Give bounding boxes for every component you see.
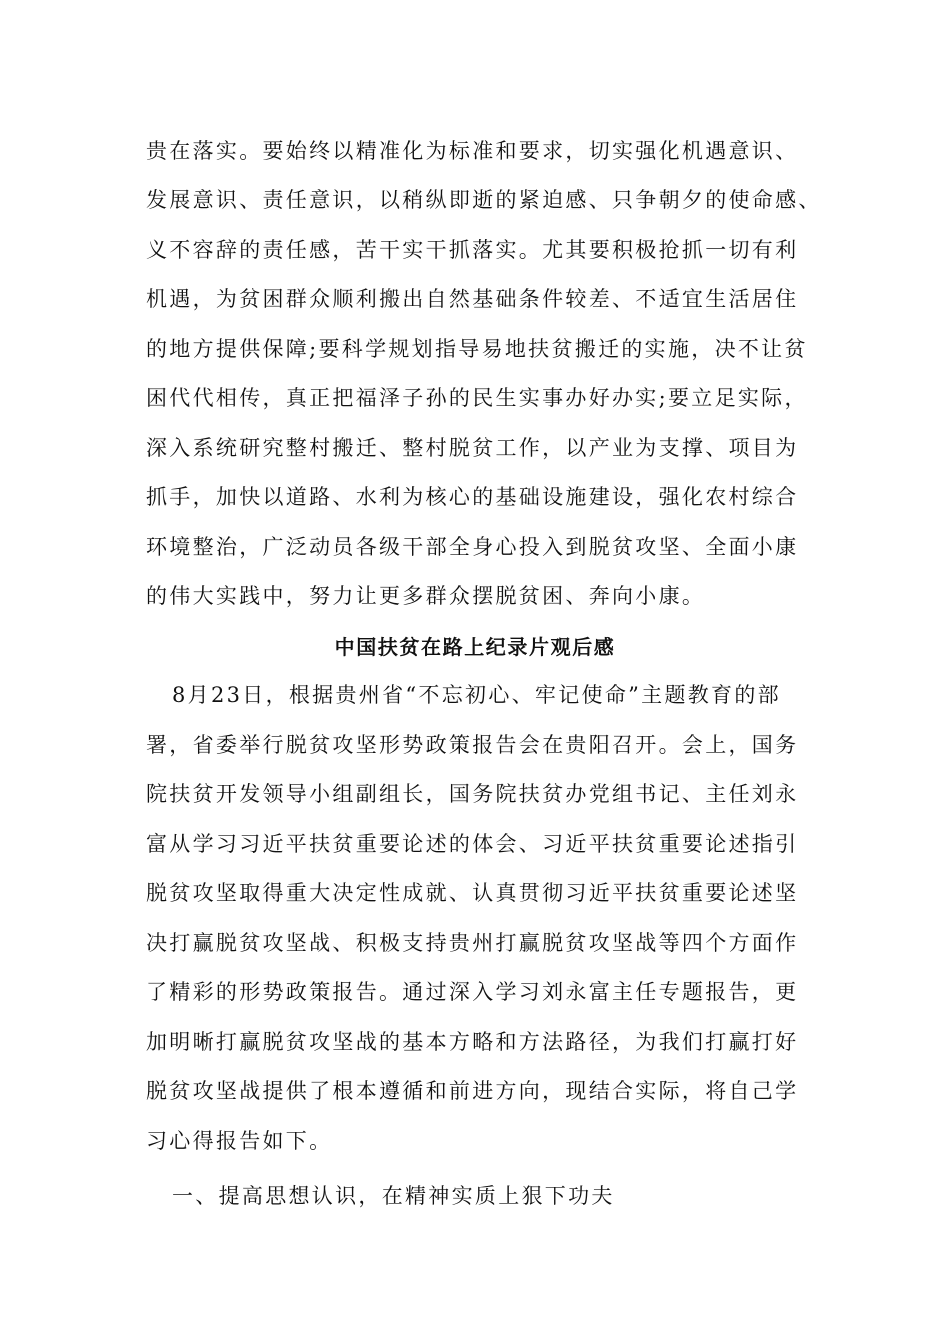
intro-line: 的伟大实践中，努力让更多群众摆脱贫困、奔向小康。: [146, 584, 706, 608]
intro-line: 的地方提供保障;要科学规划指导易地扶贫搬迁的实施，决不让贫: [146, 337, 808, 361]
intro-line: 抓手，加快以道路、水利为核心的基础设施建设，强化农村综合: [146, 485, 799, 509]
body-line: 院扶贫开发领导小组副组长，国务院扶贫办党组书记、主任刘永: [146, 782, 799, 806]
intro-line: 发展意识、责任意识，以稍纵即逝的紧迫感、只争朝夕的使命感、: [146, 188, 822, 212]
document-title: 中国扶贫在路上纪录片观后感: [334, 635, 616, 659]
body-line: 8月23日，根据贵州省“不忘初心、牢记使命”主题教育的部: [172, 683, 781, 707]
body-line: 富从学习习近平扶贫重要论述的体会、习近平扶贫重要论述指引: [146, 832, 799, 856]
intro-line: 深入系统研究整村搬迁、整村脱贫工作，以产业为支撑、项目为: [146, 436, 799, 460]
body-line: 加明晰打赢脱贫攻坚战的基本方略和方法路径，为我们打赢打好: [146, 1030, 799, 1054]
body-line: 了精彩的形势政策报告。通过深入学习刘永富主任专题报告，更: [146, 980, 799, 1004]
intro-line: 义不容辞的责任感，苦干实干抓落实。尤其要积极抢抓一切有利: [146, 238, 799, 262]
intro-line: 贵在落实。要始终以精准化为标准和要求，切实强化机遇意识、: [146, 139, 799, 163]
body-line: 习心得报告如下。: [146, 1129, 333, 1153]
body-line: 决打赢脱贫攻坚战、积极支持贵州打赢脱贫攻坚战等四个方面作: [146, 931, 799, 955]
section-heading: 一、提高思想认识，在精神实质上狠下功夫: [172, 1184, 615, 1208]
body-line: 署，省委举行脱贫攻坚形势政策报告会在贵阳召开。会上，国务: [146, 733, 799, 757]
intro-line: 环境整治，广泛动员各级干部全身心投入到脱贫攻坚、全面小康: [146, 535, 799, 559]
body-line: 脱贫攻坚战提供了根本遵循和前进方向，现结合实际，将自己学: [146, 1079, 799, 1103]
intro-line: 困代代相传，真正把福泽子孙的民生实事办好办实;要立足实际，: [146, 386, 808, 410]
body-line: 脱贫攻坚取得重大决定性成就、认真贯彻习近平扶贫重要论述坚: [146, 881, 799, 905]
intro-line: 机遇，为贫困群众顺利搬出自然基础条件较差、不适宜生活居住: [146, 287, 799, 311]
